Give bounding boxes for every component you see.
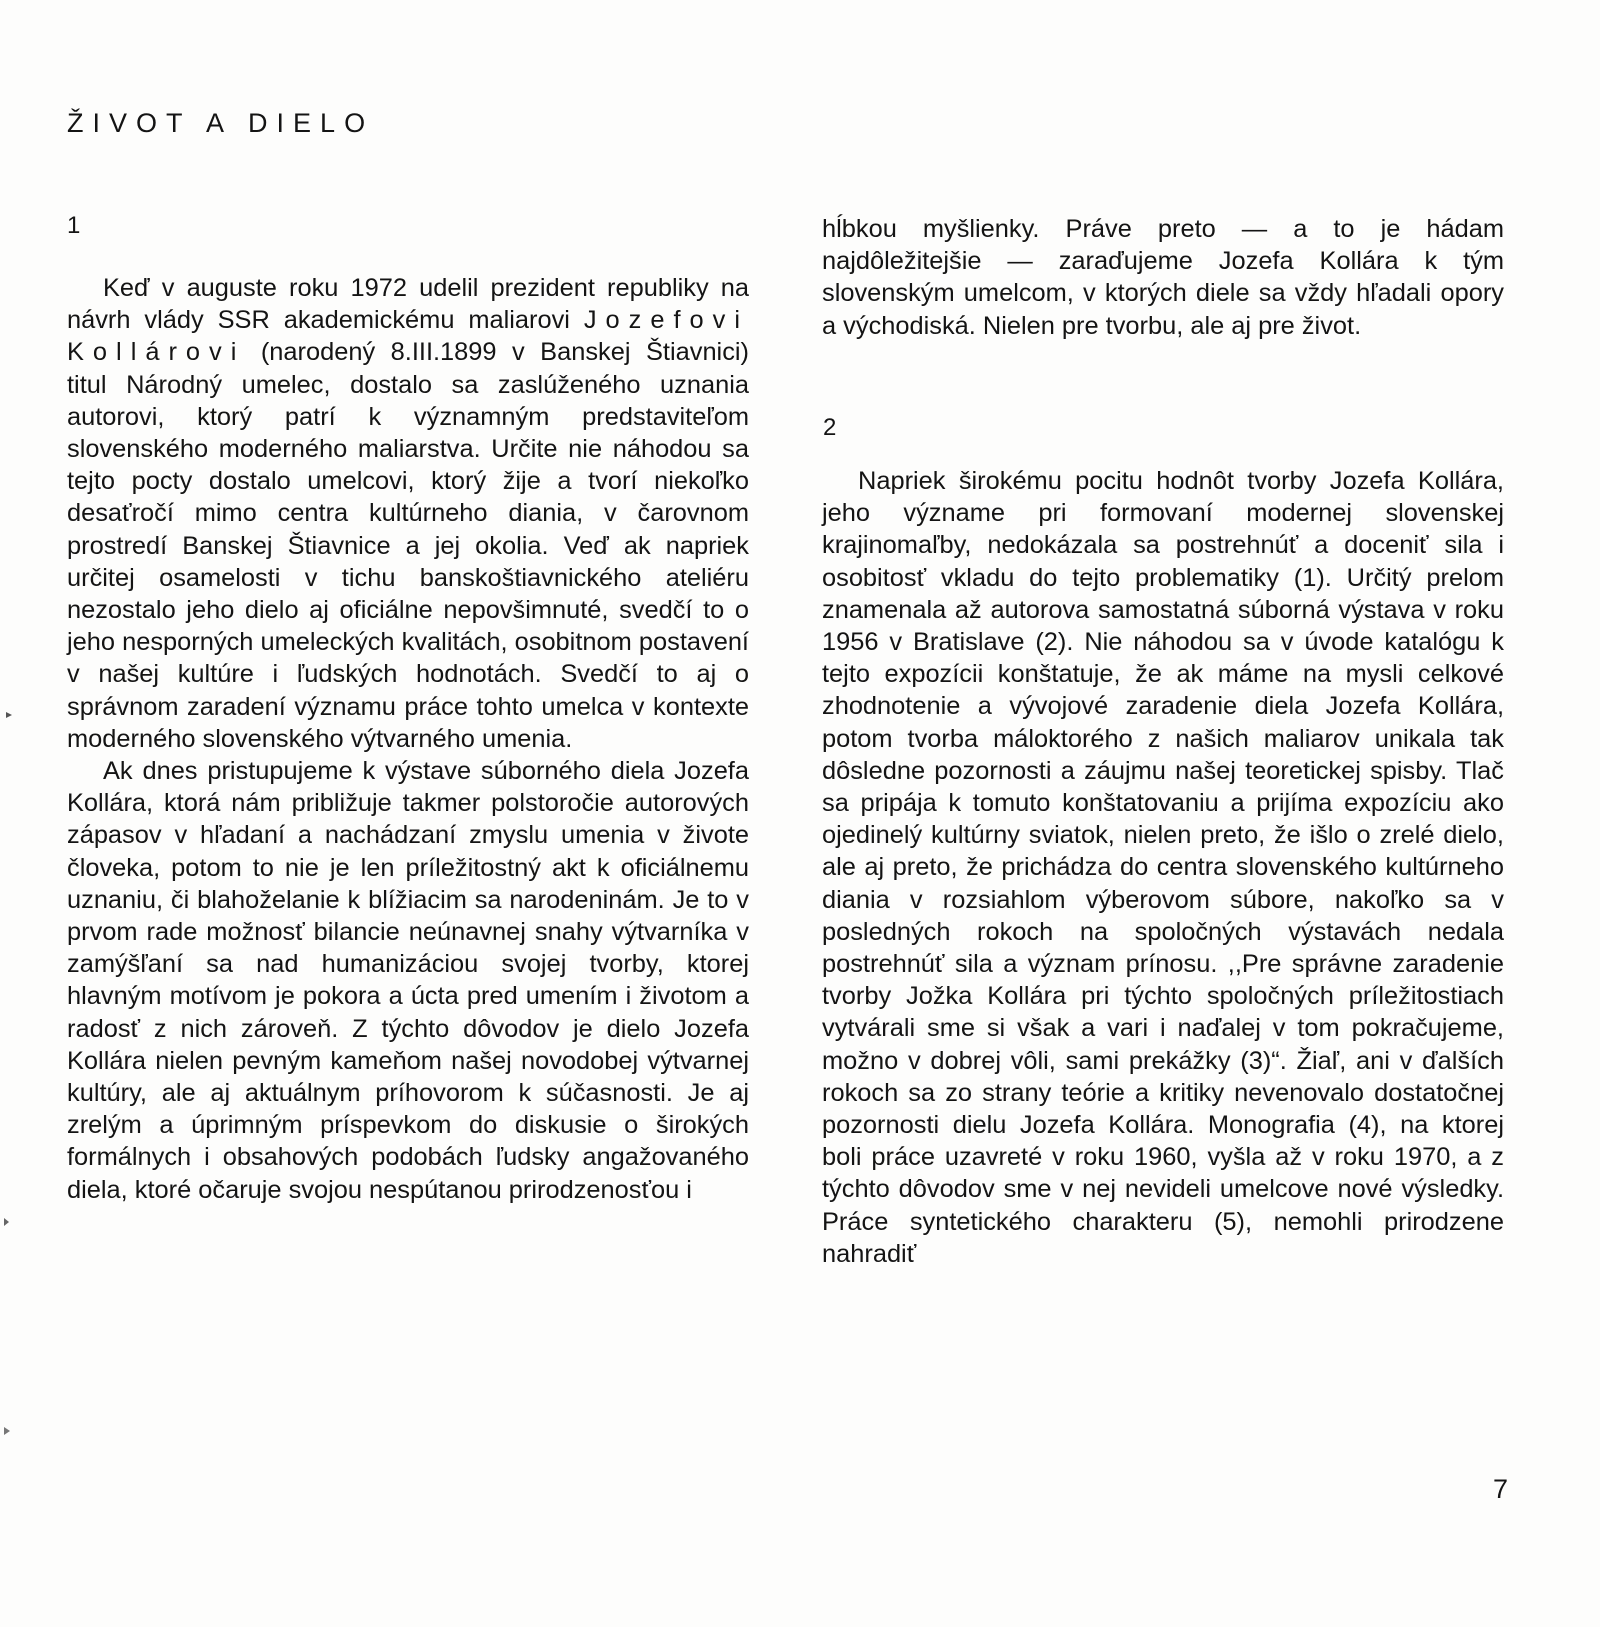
section-number-2: 2 bbox=[823, 414, 837, 441]
right-column bbox=[822, 213, 1504, 342]
page-heading: ŽIVOT A DIELO bbox=[67, 108, 375, 138]
paragraph-text: (narodený 8.III.1899 v Banskej Štiavnici) titul Národný umelec, dostalo sa zaslúženého uznania autorovi, ktorý patrí k významným predstaviteľom slovenského moderného maliarstva. Určite nie náhodou sa tejto pocty dostalo umelcovi, ktorý žije a tvorí niekoľko desaťročí mimo centra kultúrneho diania, v čarovnom prostredí Banskej Štiavnice a jej okolia. Veď ak napriek určitej osamelosti v tichu banskoštiavnického ateliéru nezostalo jeho dielo aj oficiálne nepovšimnuté, svedčí to o jeho nesporných umeleckých kvalitách, osobitnom postavení v našej kultúre i ľudských hodnotách. Svedčí to aj o správnom zaradení významu práce tohto umelca v kontexte moderného slovenského výtvarného umenia. bbox=[67, 338, 749, 753]
paragraph bbox=[67, 272, 749, 755]
left-column bbox=[67, 272, 749, 1206]
margin-mark bbox=[4, 1427, 10, 1435]
section-number-1: 1 bbox=[67, 212, 81, 239]
paragraph: Ak dnes pristupujeme k výstave súborného diela Jozefa Kollára, ktorá nám približuje takmer polstoročie autorových zápasov v hľadaní a nachádzaní zmyslu umenia v živote človeka, potom to nie je len príležitostný akt k oficiálnemu uznaniu, či blahoželanie k blížiacim sa narodeninám. Je to v prvom rade možnosť bilancie neúnavnej snahy výtvarníka v zamýšľaní sa nad humanizáciou svojej tvorby, ktorej hlavným motívom je pokora a úcta pred umením i životom a radosť z nich zároveň. Z týchto dôvodov je dielo Jozefa Kollára nielen pevným kameňom našej novodobej výtvarnej kultúry, ale aj aktuálnym príhovorom k súčasnosti. Je aj zrelým a úprimným príspevkom do diskusie o širokých formálnych i obsahových podobách ľudsky angažovaného diela, ktoré očaruje svojou nespútanou prirodzenosťou i bbox=[67, 757, 749, 1204]
artist-name-spaced: Jozefovi Kollárovi bbox=[67, 306, 749, 367]
paragraph-continuation: hĺbkou myšlienky. Práve preto — a to je hádam najdôležitejšie — zaraďujeme Jozefa Kollára k tým slovenským umelcom, v ktorých diele sa vždy hľadali opory a východiská. Nielen pre tvorbu, ale aj pre život. bbox=[822, 215, 1504, 340]
right-column-section-2 bbox=[822, 465, 1504, 1270]
margin-mark bbox=[6, 712, 12, 718]
paragraph-text: Keď v auguste roku 1972 udelil prezident republiky na návrh vlády SSR akademickému maliarovi bbox=[67, 274, 749, 335]
paragraph: Napriek širokému pocitu hodnôt tvorby Jozefa Kollára, jeho význame pri formovaní modernej slovenskej krajinomaľby, nedokázala sa postrehnúť a doceniť sila i osobitosť vkladu do tejto problematiky (1). Určitý prelom znamenala až autorova samostatná súborná výstava v roku 1956 v Bratislave (2). Nie náhodou sa v úvode katalógu k tejto expozícii konštatuje, že ak máme na mysli celkové zhodnotenie a vývojové zaradenie diela Jozefa Kollára, potom tvorba máloktorého z našich maliarov unikala tak dôsledne pozornosti a záujmu našej teoretickej spisby. Tlač sa pripája k tomuto konštatovaniu a prijíma expozíciu ako ojedinelý kultúrny sviatok, nielen preto, že išlo o zrelé dielo, ale aj preto, že prichádza do centra slovenského kultúrneho diania v rozsiahlom výberovom súbore, nakoľko sa v posledných rokoch na spoločných výstavách nedala postrehnúť sila a význam prínosu. ,,Pre správne zaradenie tvorby Jožka Kollára pri týchto spoločných príležitostiach vytvárali sme si však a vari i naďalej v tom pokračujeme, možno v dobrej vôli, sami prekážky (3)“. Žiaľ, ani v ďalších rokoch sa zo strany teórie a kritiky nevenovalo dostatočnej pozornosti dielu Jozefa Kollára. Monografia (4), na ktorej boli práce uzavreté v roku 1960, vyšla až v roku 1970, a z týchto dôvodov sme v nej nevideli umelcove nové výsledky. Práce syntetického charakteru (5), nemohli prirodzene nahradiť bbox=[822, 467, 1504, 1268]
margin-mark bbox=[4, 1218, 9, 1226]
page-number: 7 bbox=[1493, 1474, 1509, 1504]
